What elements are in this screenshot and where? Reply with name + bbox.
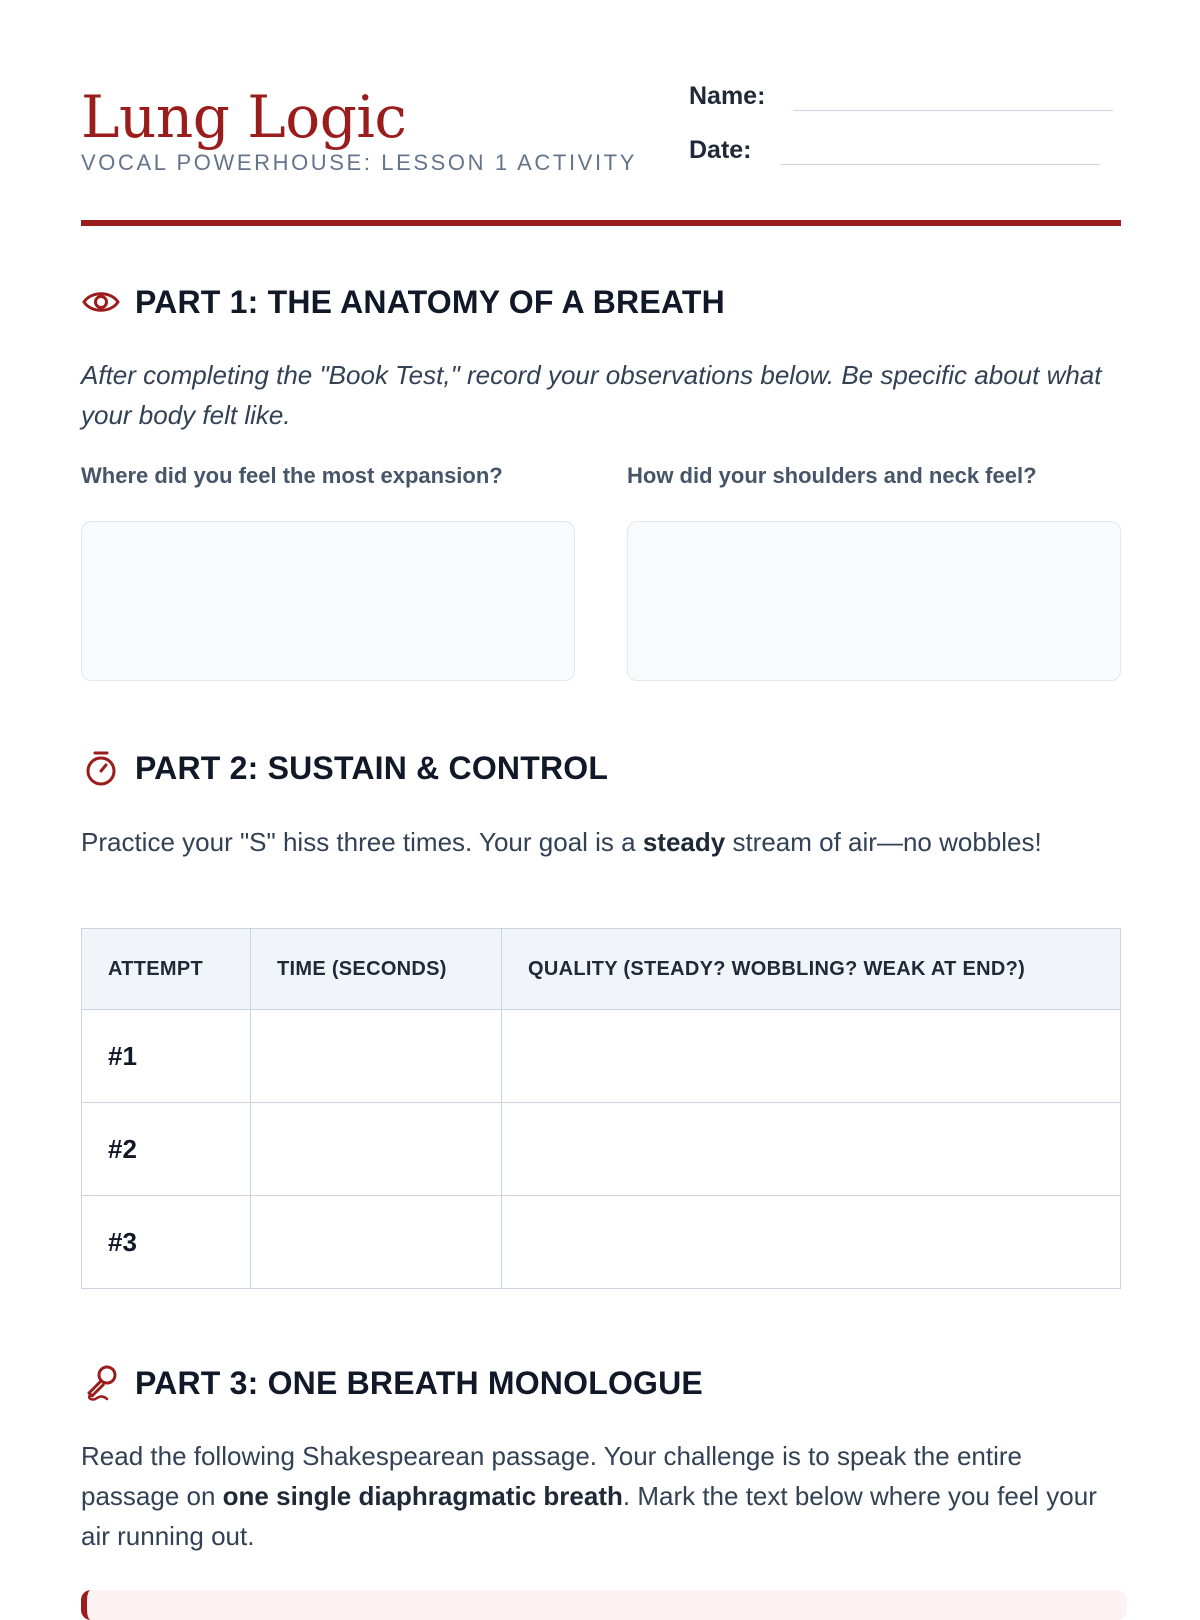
worksheet-header <box>81 0 1121 230</box>
col-quality-header: QUALITY (STEADY? WOBBLING? WEAK AT END?) <box>502 929 1121 1010</box>
table-header-row <box>82 929 1121 1010</box>
table-row <box>82 1103 1121 1196</box>
part3-instr-bold: one single diaphragmatic breath <box>222 1481 623 1511</box>
part3-heading <box>81 1363 703 1403</box>
col-attempt-header: ATTEMPT <box>82 929 251 1010</box>
time-cell[interactable] <box>251 1103 502 1196</box>
table-row <box>82 1196 1121 1289</box>
attempt-number: #2 <box>82 1103 251 1196</box>
part1-instructions: After completing the "Book Test," record your observations below. Be specific about what your body felt like. <box>81 360 1102 430</box>
part2-heading <box>81 748 608 788</box>
stopwatch-icon <box>81 748 121 788</box>
date-input-line[interactable] <box>780 138 1100 165</box>
page-subtitle: VOCAL POWERHOUSE: LESSON 1 ACTIVITY <box>81 150 637 175</box>
quality-cell[interactable] <box>502 1103 1121 1196</box>
eye-icon <box>81 282 121 322</box>
quality-cell[interactable] <box>502 1010 1121 1103</box>
table-row <box>82 1010 1121 1103</box>
passage-box <box>81 1590 1127 1620</box>
attempt-number: #3 <box>82 1196 251 1289</box>
question-shoulders: How did your shoulders and neck feel? <box>627 463 1037 488</box>
attempts-table <box>81 928 1121 1289</box>
question-expansion: Where did you feel the most expansion? <box>81 463 503 488</box>
part3-instructions <box>81 1436 1121 1556</box>
time-cell[interactable] <box>251 1196 502 1289</box>
part3-title: PART 3: ONE BREATH MONOLOGUE <box>135 1364 703 1401</box>
part2-instr-bold: steady <box>642 827 726 857</box>
col-time-header: TIME (SECONDS) <box>251 929 502 1010</box>
part2-instructions <box>81 822 1121 862</box>
answer-box-expansion[interactable] <box>81 521 575 681</box>
page-title: Lung Logic <box>81 83 407 151</box>
part3-instr-start: Read the following Shakespearean passage. Your challenge is to speak the entire passage on <box>81 1441 1022 1511</box>
header-divider <box>81 220 1121 226</box>
name-input-line[interactable] <box>793 84 1113 111</box>
date-label: Date: <box>689 136 752 164</box>
microphone-icon <box>81 1363 121 1403</box>
answer-box-shoulders[interactable] <box>627 521 1121 681</box>
part2-title: PART 2: SUSTAIN & CONTROL <box>135 749 609 786</box>
name-label: Name: <box>689 82 766 110</box>
date-field <box>689 136 1100 165</box>
part2-instr-end: stream of air—no wobbles! <box>725 827 1042 857</box>
name-field <box>689 82 1113 111</box>
part2-instr-start: Practice your "S" hiss three times. Your goal is a <box>81 827 643 857</box>
part3-instr-end: . Mark the text below where you feel your air running out. <box>81 1481 1097 1551</box>
quality-cell[interactable] <box>502 1196 1121 1289</box>
part1-title: PART 1: THE ANATOMY OF A BREATH <box>135 283 725 320</box>
attempt-number: #1 <box>82 1010 251 1103</box>
part1-heading <box>81 282 725 322</box>
time-cell[interactable] <box>251 1010 502 1103</box>
